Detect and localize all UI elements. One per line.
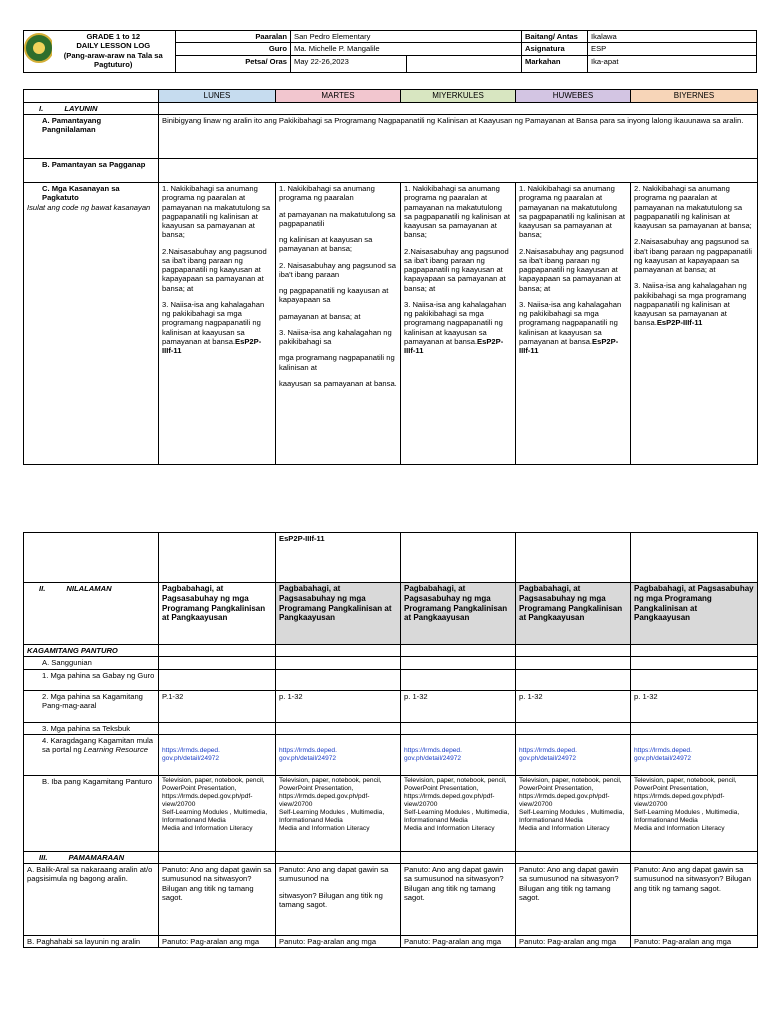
competency-code: EsP2P-IIIf-11	[404, 336, 504, 355]
kagamitan-lunes	[159, 775, 276, 851]
kagamitan-line: Television, paper, notebook, pencil, PowerPoint Presentation, https://lrmds.deped.gov.ph/pdf-view/20700	[279, 776, 382, 808]
kasanayan-item: kaayusan sa pamayanan at bansa.	[279, 378, 397, 388]
lr-link-martes[interactable]	[276, 734, 401, 775]
layunin-label: I. LAYUNIN	[24, 102, 159, 114]
empty-cell	[159, 657, 276, 669]
pages-biyernes: p. 1-32	[631, 690, 758, 722]
lr-link-part[interactable]: https://lrmds.deped.	[279, 746, 337, 754]
lr-link-part[interactable]: https://lrmds.deped.	[162, 746, 220, 754]
empty-cell	[276, 645, 401, 657]
kasanayan-item: 3. Naiisa-isa ang kahalagahan ng pakikibahagi sa mga programang nagpapanatili ng kalinisan at kaayusan sa pamayanan at bansa.	[519, 299, 622, 346]
nilalaman-label: II. NILALAMAN	[24, 583, 159, 645]
markahan-label: Markahan	[522, 55, 588, 72]
empty-cell	[276, 669, 401, 690]
guro-value: Ma. Michelle P. Mangalile	[291, 43, 522, 55]
petsa-value: May 22-26,2023	[291, 55, 407, 72]
kasanayan-item: 1. Nakikibahagi sa anumang programa ng paaralan at pamayanan na makatutulong sa pagpapanatili ng kalinisan at kaayusan sa pamayanan at bansa;	[519, 184, 625, 240]
karagdagang-kagamitan-label	[24, 734, 159, 775]
empty-cell	[276, 722, 401, 734]
kasanayan-item: ng pagpapanatili ng kaayusan at kapayapaan sa	[279, 286, 389, 305]
empty-cell	[276, 851, 401, 863]
balik-aral-martes	[276, 864, 401, 936]
lr-link-part[interactable]: gov.ph/detail/24972	[404, 754, 462, 762]
lr-link-part[interactable]: https://lrmds.deped.	[634, 746, 692, 754]
nilalaman-huwebes: Pagbabahagi, at Pagsasabuhay ng mga Programang Pangkalinisan at Pangkaayusan	[516, 583, 631, 645]
kasanayan-item: 2. Naisasabuhay ang pagsunod sa iba't ibang paraan	[279, 260, 396, 279]
kasanayan-martes	[276, 183, 401, 465]
empty-cell	[631, 657, 758, 669]
header-table	[23, 30, 757, 73]
kagamitan-label: KAGAMITANG PANTURO	[24, 645, 159, 657]
kagamitan-line: Self-Learning Modules , Multimedia, Informationand Media	[404, 808, 510, 824]
kagamitan-line: Media and Information Literacy	[162, 824, 253, 832]
empty-cell	[516, 722, 631, 734]
kagamitang-pang-mag-aaral-label: 2. Mga pahina sa Kagamitang Pang-mag-aaral	[24, 690, 159, 722]
balik-aral-lunes: Panuto: Ano ang dapat gawin sa sumusunod na sitwasyon? Bilugan ang titik ng tamang sagot.	[159, 864, 276, 936]
balik-aral-miyerkules: Panuto: Ano ang dapat gawin sa sumusunod na sitwasyon? Bilugan ang titik ng tamang sagot.	[401, 864, 516, 936]
lr-link-part[interactable]: gov.ph/detail/24972	[279, 754, 337, 762]
paghahabi-huwebes: Panuto: Pag-aralan ang mga	[516, 936, 631, 948]
nilalaman-biyernes: Pagbabahagi, at Pagsasabuhay ng mga Programang Pangkalinisan at Pangkaayusan	[631, 583, 758, 645]
asignatura-label: Asignatura	[522, 43, 588, 55]
kasanayan-miyerkules	[401, 183, 516, 465]
paghahabi-miyerkules: Panuto: Pag-aralan ang mga	[401, 936, 516, 948]
empty-cell	[276, 657, 401, 669]
empty-cell	[401, 722, 516, 734]
kagamitan-line: Self-Learning Modules , Multimedia, Informationand Media	[634, 808, 740, 824]
kasanayan-item: 1. Nakikibahagi sa anumang programa ng paaralan at pamayanan na makatutulong sa pagpapanatili ng kalinisan at kaayusan sa pamayanan at bansa;	[162, 184, 271, 240]
kagamitan-line: Self-Learning Modules , Multimedia, Informationand Media	[162, 808, 268, 824]
kasanayan-item: 2.Naisasabuhay ang pagsunod sa iba't ibang paraan ng pagpapanatili ng kaayusan at kapayapaan sa pamayanan at bansa; at	[162, 246, 267, 293]
empty-cell	[516, 645, 631, 657]
kasanayan-item: 3. Naiisa-isa ang kahalagahan ng pakikibahagi sa mga programang nagpapanatili ng kalinisan at kaayusan sa pamayanan at bansa.	[162, 299, 265, 346]
competency-code: EsP2P-IIIf-11	[656, 318, 703, 328]
paghahabi-label: B. Paghahabi sa layunin ng aralin	[24, 936, 159, 948]
kagamitan-line: Media and Information Literacy	[279, 824, 370, 832]
kagamitan-line: Media and Information Literacy	[519, 824, 610, 832]
nilalaman-lunes: Pagbabahagi, at Pagsasabuhay ng mga Programang Pangkalinisan at Pangkaayusan	[159, 583, 276, 645]
lr-link-part[interactable]: gov.ph/detail/24972	[519, 754, 577, 762]
nilalaman-martes: Pagbabahagi, at Pagsasabuhay ng mga Programang Pangkalinisan at Pangkaayusan	[276, 583, 401, 645]
paaralan-value: San Pedro Elementary	[291, 31, 522, 43]
pamantayang-pangnilalaman-label: A. Pamantayang Pangnilalaman	[24, 115, 159, 159]
balik-aral-biyernes: Panuto: Ano ang dapat gawin sa sumusunod na sitwasyon? Bilugan ang titik ng tamang sagot.	[631, 864, 758, 936]
empty-cell	[159, 645, 276, 657]
kasanayan-item: 2.Naisasabuhay ang pagsunod sa iba't ibang paraan ng pagpapanatili ng kaayusan at kapayapaan sa pamayanan at bansa; at	[634, 237, 752, 274]
log-title-block	[52, 31, 176, 73]
kagamitan-line: Self-Learning Modules , Multimedia, Informationand Media	[279, 808, 385, 824]
lr-link-part[interactable]: gov.ph/detail/24972	[634, 754, 692, 762]
pages-miyerkules: p. 1-32	[401, 690, 516, 722]
paaralan-label: Paaralan	[176, 31, 291, 43]
empty-cell	[631, 645, 758, 657]
oras-value	[407, 55, 522, 72]
balik-aral-line: Panuto: Ano ang dapat gawin sa sumusunod na	[279, 865, 389, 884]
gabay-ng-guro-label: 1. Mga pahina sa Gabay ng Guro	[24, 669, 159, 690]
kasanayan-lunes	[159, 183, 276, 465]
lr-link-lunes[interactable]	[159, 734, 276, 775]
kagamitan-line: Media and Information Literacy	[634, 824, 725, 832]
kasanayan-item: 1. Nakikibahagi sa anumang programa ng paaralan at pamayanan na makatutulong sa pagpapanatili ng kalinisan at kaayusan sa pamayanan at bansa;	[404, 184, 510, 240]
day-header-lunes: LUNES	[159, 90, 276, 103]
empty-cell	[401, 645, 516, 657]
lr-link-part[interactable]: gov.ph/detail/24972	[162, 754, 220, 762]
kagamitan-martes	[276, 775, 401, 851]
day-header-biyernes: BIYERNES	[631, 90, 758, 103]
lesson-table-part2	[23, 532, 758, 948]
empty-header-cell	[24, 90, 159, 103]
empty-cell	[159, 533, 276, 583]
empty-cell	[631, 669, 758, 690]
kasanayan-item: 3. Naiisa-isa ang kahalagahan ng pakikibahagi sa mga programang nagpapanatili ng kalinisan at kaayusan sa pamayanan at bansa.	[404, 299, 507, 346]
pages-martes: p. 1-32	[276, 690, 401, 722]
kasanayan-biyernes	[631, 183, 758, 465]
log-subtitle: (Pang-araw-araw na Tala sa Pagtuturo)	[63, 50, 163, 69]
markahan-value: Ika-apat	[588, 55, 757, 72]
baitang-value: Ikalawa	[588, 31, 757, 43]
kasanayan-item: at pamayanan na makatutulong sa pagpapanatili	[279, 209, 396, 228]
competency-code-continued: EsP2P-IIIf-11	[276, 533, 401, 583]
empty-cell	[516, 851, 631, 863]
pamantayang-pangnilalaman-text: Binibigyang linaw ng aralin ito ang Pakikibahagi sa Programang Nagpapanatili ng Kalinisan at Kaayusan ng Pamayanan at Bansa para sa inyong lalong ikauunawa sa aralin.	[159, 115, 758, 159]
lr-link-biyernes[interactable]	[631, 734, 758, 775]
kagamitan-biyernes	[631, 775, 758, 851]
lesson-table-part1	[23, 89, 758, 465]
empty-cell	[631, 533, 758, 583]
deped-logo	[24, 31, 52, 73]
asignatura-value: ESP	[588, 43, 757, 55]
kasanayan-note: Isulat ang code ng bawat kasanayan	[27, 202, 151, 212]
empty-cell	[159, 669, 276, 690]
kagamitan-line: Television, paper, notebook, pencil, PowerPoint Presentation, https://lrmds.deped.gov.ph/pdf-view/20700	[634, 776, 737, 808]
empty-cell	[401, 533, 516, 583]
lr-link-part[interactable]: https://lrmds.deped.	[404, 746, 462, 754]
teksbuk-label: 3. Mga pahina sa Teksbuk	[24, 722, 159, 734]
balik-aral-huwebes: Panuto: Ano ang dapat gawin sa sumusunod na sitwasyon? Bilugan ang titik ng tamang sagot.	[516, 864, 631, 936]
kagamitan-line: Television, paper, notebook, pencil, PowerPoint Presentation, https://lrmds.deped.gov.ph/pdf-view/20700	[519, 776, 622, 808]
kasanayan-label: C. Mga Kasanayan sa Pagkatuto	[42, 184, 120, 203]
guro-label: Guro	[176, 43, 291, 55]
empty-cell	[159, 851, 276, 863]
balik-aral-label: A. Balik-Aral sa nakaraang aralin at/o pagsisimula ng bagong aralin.	[24, 864, 159, 936]
empty-cell	[401, 657, 516, 669]
kasanayan-item: mga programang nagpapanatili ng kalinisan at	[279, 353, 395, 372]
pamantayan-sa-pagganap-text	[159, 159, 758, 183]
log-title: DAILY LESSON LOG	[76, 41, 151, 51]
kagamitan-line: Television, paper, notebook, pencil, PowerPoint Presentation, https://lrmds.deped.gov.ph/pdf-view/20700	[162, 776, 265, 808]
balik-aral-line: sitwasyon? Bilugan ang titik ng tamang sagot.	[279, 890, 383, 909]
layunin-empty	[159, 102, 758, 114]
kasanayan-huwebes	[516, 183, 631, 465]
paghahabi-biyernes: Panuto: Pag-aralan ang mga	[631, 936, 758, 948]
kasanayan-item: 2.Naisasabuhay ang pagsunod sa iba't ibang paraan ng pagpapanatili ng kaayusan at kapayapaan sa pamayanan at bansa; at	[404, 246, 509, 293]
nilalaman-miyerkules: Pagbabahagi, at Pagsasabuhay ng mga Programang Pangkalinisan at Pangkaayusan	[401, 583, 516, 645]
iba-pang-kagamitan-label: B. Iba pang Kagamitang Panturo	[24, 775, 159, 851]
lr-link-part[interactable]: https://lrmds.deped.	[519, 746, 577, 754]
kasanayan-item: 3. Naiisa-isa ang kahalagahan ng pakikibahagi sa	[279, 327, 392, 346]
day-header-miyerkules: MIYERKULES	[401, 90, 516, 103]
empty-cell	[24, 533, 159, 583]
empty-cell	[401, 669, 516, 690]
competency-code: EsP2P-IIIf-11	[162, 336, 262, 355]
competency-code: EsP2P-IIIf-11	[519, 336, 619, 355]
kagamitan-line: Self-Learning Modules , Multimedia, Informationand Media	[519, 808, 625, 824]
empty-cell	[516, 657, 631, 669]
kasanayan-item: 3. Naiisa-isa ang kahalagahan ng pakikibahagi sa mga programang nagpapanatili ng kalinisan at kaayusan sa pamayanan at bansa.	[634, 281, 747, 328]
day-header-martes: MARTES	[276, 90, 401, 103]
petsa-label: Petsa/ Oras	[176, 55, 291, 72]
paghahabi-martes: Panuto: Pag-aralan ang mga	[276, 936, 401, 948]
kasanayan-item: pamayanan at bansa; at	[279, 311, 361, 321]
empty-cell	[631, 722, 758, 734]
day-header-huwebes: HUWEBES	[516, 90, 631, 103]
sanggunian-label: A. Sanggunian	[24, 657, 159, 669]
baitang-label: Baitang/ Antas	[522, 31, 588, 43]
kasanayan-label-cell	[24, 183, 159, 465]
pamantayan-sa-pagganap-label: B. Pamantayan sa Pagganap	[24, 159, 159, 183]
kagamitan-huwebes	[516, 775, 631, 851]
kasanayan-item: 2.Naisasabuhay ang pagsunod sa iba't ibang paraan ng pagpapanatili ng kaayusan at kapayapaan sa pamayanan at bansa; at	[519, 246, 624, 293]
empty-cell	[516, 533, 631, 583]
lr-link-miyerkules[interactable]	[401, 734, 516, 775]
kagamitan-line: Television, paper, notebook, pencil, PowerPoint Presentation, https://lrmds.deped.gov.ph/pdf-view/20700	[404, 776, 507, 808]
karagdagang-kagamitan-text: 4. Karagdagang Kagamitan mula sa portal ng	[42, 735, 154, 754]
kasanayan-item: ng kalinisan at kaayusan sa pamayanan at bansa;	[279, 235, 373, 254]
pages-huwebes: p. 1-32	[516, 690, 631, 722]
learning-resource-text: Learning Resource	[83, 745, 148, 754]
empty-cell	[159, 722, 276, 734]
empty-cell	[631, 851, 758, 863]
lr-link-huwebes[interactable]	[516, 734, 631, 775]
empty-cell	[516, 669, 631, 690]
kagamitan-miyerkules	[401, 775, 516, 851]
school-level: GRADE 1 to 12	[86, 32, 141, 41]
kagamitan-line: Media and Information Literacy	[404, 824, 495, 832]
pamamaraan-label: III. PAMAMARAAN	[24, 851, 159, 863]
kasanayan-item: 2. Nakikibahagi sa anumang programa ng paaralan at pamayanan na makatutulong sa pagpapanatili ng kalinisan at kaayusan sa pamayanan at bansa;	[634, 184, 752, 230]
pages-lunes: P.1-32	[159, 690, 276, 722]
empty-cell	[401, 851, 516, 863]
paghahabi-lunes: Panuto: Pag-aralan ang mga	[159, 936, 276, 948]
kasanayan-item: 1. Nakikibahagi sa anumang programa ng paaralan	[279, 184, 375, 203]
